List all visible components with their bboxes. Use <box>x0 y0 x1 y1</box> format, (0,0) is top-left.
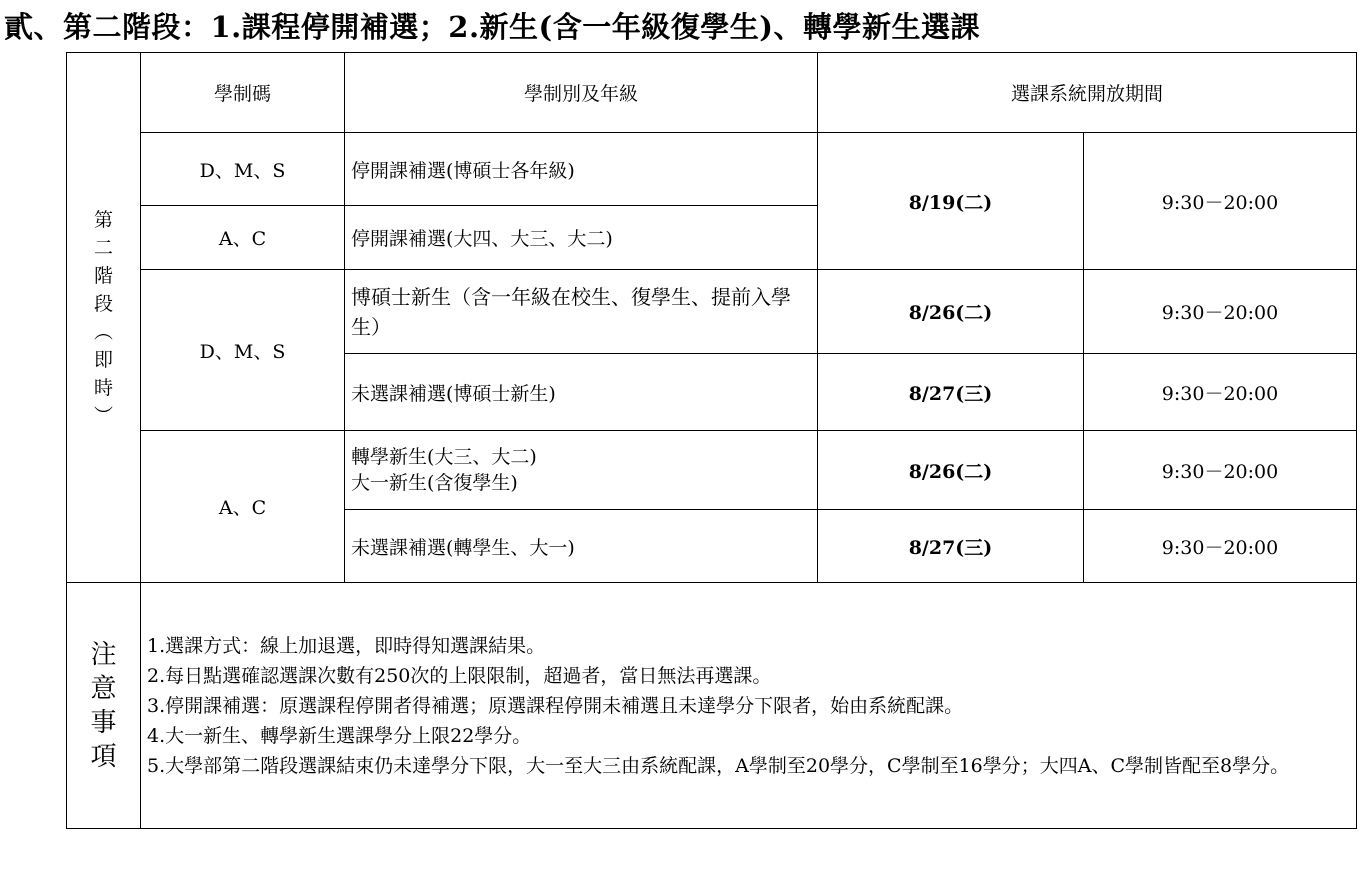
notes-content <box>141 583 1357 829</box>
row-program-line: 轉學新生(大三、大二) <box>351 446 537 468</box>
row-program: 未選課補選(轉學生、大一) <box>345 510 818 583</box>
row-date: 8/19(二) <box>818 133 1084 270</box>
notes-label: 注 意 事 項 <box>67 583 141 829</box>
header-period: 選課系統開放期間 <box>818 53 1357 133</box>
row-date: 8/27(三) <box>818 510 1084 583</box>
row-code: D、M、S <box>141 270 345 431</box>
row-program <box>345 431 818 510</box>
notes-row <box>67 583 1357 829</box>
note-item: 4.大一新生、轉學新生選課學分上限22學分。 <box>147 724 532 747</box>
stage-label: 第 二 階 段 ︵ 即 時 ︶ <box>67 53 141 583</box>
note-item: 2.每日點選確認選課次數有250次的上限限制，超過者，當日無法再選課。 <box>147 664 772 687</box>
table-row <box>67 431 1357 510</box>
row-code: A、C <box>141 206 345 270</box>
row-code: A、C <box>141 431 345 583</box>
row-date: 8/27(三) <box>818 354 1084 431</box>
row-date: 8/26(二) <box>818 431 1084 510</box>
row-time: 9:30－20:00 <box>1084 431 1357 510</box>
table-row <box>67 133 1357 206</box>
row-time: 9:30－20:00 <box>1084 354 1357 431</box>
row-time: 9:30－20:00 <box>1084 133 1357 270</box>
row-time: 9:30－20:00 <box>1084 270 1357 354</box>
row-program: 停開課補選(博碩士各年級) <box>345 133 818 206</box>
row-program: 博碩士新生（含一年級在校生、復學生、提前入學生） <box>345 270 818 354</box>
row-date: 8/26(二) <box>818 270 1084 354</box>
header-program: 學制別及年級 <box>345 53 818 133</box>
row-code: D、M、S <box>141 133 345 206</box>
row-time: 9:30－20:00 <box>1084 510 1357 583</box>
note-item: 1.選課方式：線上加退選，即時得知選課結果。 <box>147 634 546 657</box>
header-code: 學制碼 <box>141 53 345 133</box>
row-program: 未選課補選(博碩士新生) <box>345 354 818 431</box>
note-item: 3.停開課補選：原選課程停開者得補選；原選課程停開未補選且未達學分下限者，始由系統配課。 <box>147 694 964 717</box>
row-program-line: 大一新生(含復學生) <box>351 472 518 494</box>
table-row <box>67 270 1357 354</box>
page-heading: 貳、第二階段：1.課程停開補選；2.新生(含一年級復學生)、轉學新生選課 <box>4 10 980 44</box>
schedule-table <box>66 52 1357 829</box>
note-item: 5.大學部第二階段選課結束仍未達學分下限，大一至大三由系統配課，A學制至20學分，C學制至16學分；大四A、C學制皆配至8學分。 <box>147 754 1290 777</box>
header-row <box>67 53 1357 133</box>
row-program: 停開課補選(大四、大三、大二) <box>345 206 818 270</box>
